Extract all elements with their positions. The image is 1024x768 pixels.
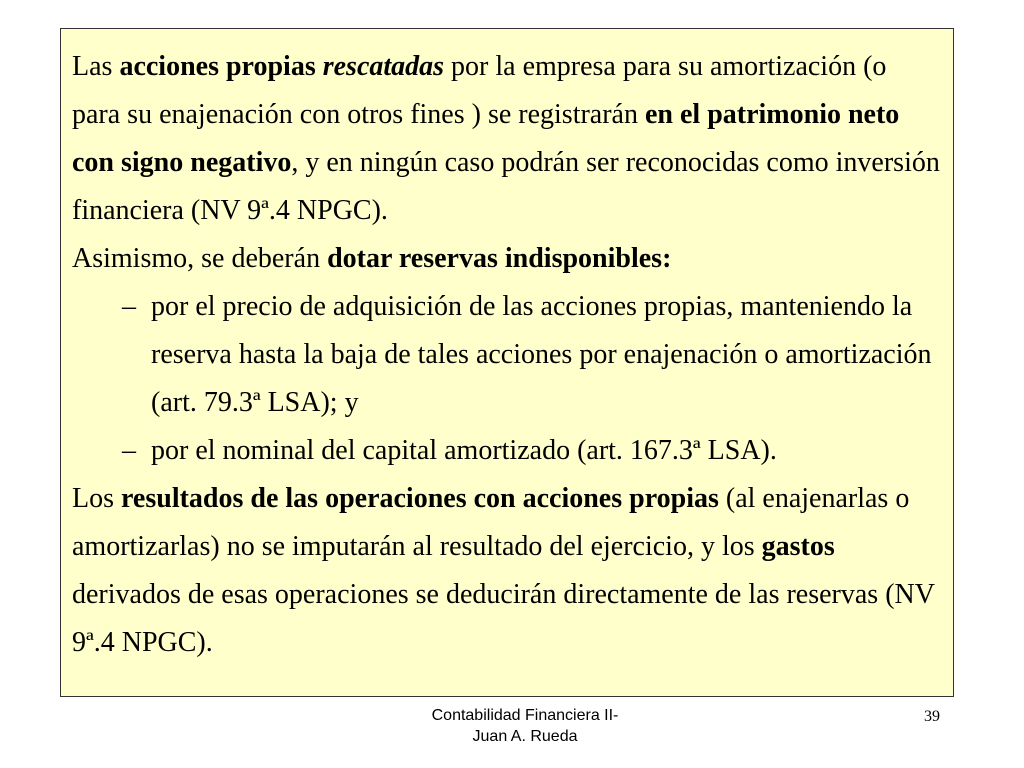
paragraph-1-bold-patrimonio-neto: en el patrimonio neto con signo negativo [72,99,900,178]
page-number: 39 [924,708,940,725]
paragraph-reserves [72,235,941,283]
footer-course-title: Contabilidad Financiera II- [431,707,619,724]
paragraph-3-text-2: (al enajenarlas o amortizarlas) no se imputarán al resultado del ejercicio, y los [72,483,910,562]
paragraph-3-text-3: derivados de esas operaciones se deducirán directamente de las reservas (NV 9ª.4 NPGC). [72,579,935,658]
paragraph-1-bold-italic-rescatadas: rescatadas [322,51,445,82]
paragraph-2-text-1: Asimismo, se deberán [72,243,328,274]
footer-author: Juan A. Rueda [472,728,578,745]
paragraph-3-bold-gastos: gastos [761,531,835,562]
paragraph-3-bold-resultados: resultados de las operaciones con acciones propias [121,483,719,514]
bullet-1-text: por el precio de adquisición de las acciones propias, manteniendo la reserva hasta la baja de tales acciones por enajenación o amortización (art. 79.3ª LSA); y [151,291,932,418]
paragraph-1-text-2: por la empresa para su amortización (o para su enajenación con otros fines ) se registrarán [72,51,887,130]
content-box [60,28,954,697]
bullet-item-acquisition-price [72,283,941,427]
paragraph-1-bold-acciones-propias: acciones propias [119,51,323,82]
paragraph-results [72,475,941,667]
dash-bullet-icon: – [122,291,136,322]
paragraph-1-text-3: , y en ningún caso podrán ser reconocidas como inversión financiera (NV 9ª.4 NPGC). [72,147,940,226]
paragraph-1-text-1: Las [72,51,120,82]
bullet-2-text: por el nominal del capital amortizado (art. 167.3ª LSA). [151,435,777,466]
paragraph-3-text-1: Los [72,483,121,514]
paragraph-2-bold-dotar-reservas: dotar reservas indisponibles: [327,243,672,274]
dash-bullet-icon: – [122,435,136,466]
footer-course-author [370,705,680,747]
bullet-item-nominal-capital [72,427,941,475]
paragraph-treasury-shares [72,43,941,235]
